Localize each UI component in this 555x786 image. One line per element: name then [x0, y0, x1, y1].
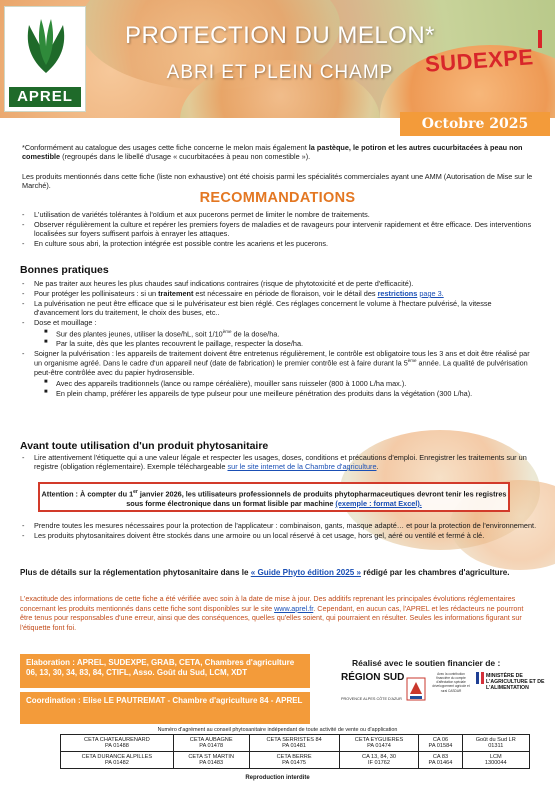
intro-bold-text: la pastèque, le potiron et les autres cucurbitacées à peau non comestible [22, 143, 523, 161]
sudexpe-logo: SUDEXPE [424, 44, 535, 77]
sublist-item: ■ Avec des appareils traditionnels (lance ou rampe céréalière), mouiller sans ruisseler (800 à 1000 L/ha max.). [34, 379, 538, 388]
details-text: rédigé par les chambres d'agriculture. [360, 568, 510, 577]
elaboration-box: Elaboration : APREL, SUDEXPE, GRAB, CETA, Chambres d'agriculture 06, 13, 30, 34, 83, 84, CTIFL, Asso. Goût du Sud, LCM, XDT [20, 654, 310, 688]
item-text: année. La qualité de pulvérisation peut-être contrôlée avec du papier hydrosensible. [34, 358, 528, 377]
table-cell [419, 752, 462, 769]
table-cell [249, 735, 339, 752]
sudexpe-logo-mark [538, 30, 542, 48]
cell-name: CETA DURANCE ALPILLES [81, 753, 153, 760]
table-cell [249, 752, 339, 769]
french-flag-icon [476, 672, 484, 706]
table-cell [173, 735, 249, 752]
restrictions-link[interactable]: restrictions [377, 289, 418, 298]
page-title: PROTECTION DU MELON* [124, 22, 436, 49]
cell-name: CETA CHATEAURENARD [84, 736, 150, 743]
dose-sublist [34, 329, 538, 348]
item-text: Pour protéger les pollinisateurs : si un [34, 289, 159, 298]
intro-text: (regroupés dans le libellé d'usage « cucurbitacées à peau non comestible »). [60, 152, 311, 161]
cell-code: PA 01475 [282, 760, 307, 766]
list-item: - Les produits phytosanitaires doivent être stockés dans une armoire ou un local réservé à cet usage, hors gel, aéré ou ventilé et fermé à clé. [20, 531, 538, 540]
phyto-list-continued [20, 521, 538, 541]
item-text: de la dose/ha. [231, 329, 280, 339]
aprel-website-link[interactable]: www.aprel.fr [274, 603, 314, 613]
item-text: est nécessaire en période de floraison, voir le détail des [193, 289, 378, 298]
notice-text: Attention : À compter du 1 [41, 489, 134, 499]
cell-code: IF 01762 [367, 760, 391, 766]
cell-name: Goût du Sud LR [475, 736, 516, 743]
sublist-item [34, 329, 538, 338]
list-item [20, 318, 538, 348]
logo-text: APREL [9, 87, 81, 107]
recommendations-title: RECOMMANDATIONS [199, 190, 356, 206]
table-cell [419, 735, 462, 752]
aprel-emblem-icon [21, 15, 71, 75]
item-text: Soigner la pulvérisation : les appareils de traitement doivent être entretenus régulièrement, le contrôle est obligatoire tous les 3 ans et doit être réalisé par un organisme agréé. Dans le cadre d'un appareil neuf (date de fabrication) le premier contrôle est à faire durant la 5 [34, 349, 530, 368]
list-item: - Ne pas traiter aux heures les plus chaudes sauf indications contraires (risque de phytotoxicité et de perte d'efficacité). [20, 279, 538, 288]
phyto-list [20, 453, 538, 472]
cell-name: CETA AUBAGNE [189, 736, 233, 743]
partner-logo-icon [406, 676, 426, 706]
cell-code: PA 01478 [199, 743, 224, 749]
list-item: - L'utilisation de variétés tolérantes à l'oïdium et aux pucerons permet de limiter le nombre de traitements. [20, 210, 538, 219]
list-item: - La pulvérisation ne peut être efficace que si le pulvérisateur est bien réglé. Ces réglages concernent le volume à l'hectare pulvérisé, la vitesse d'avancement lors du traitement, le choix des buses, etc.. [20, 299, 538, 317]
spray-sublist [34, 379, 538, 398]
table-cell [61, 735, 174, 752]
notice-sup: er [133, 489, 138, 495]
item-sup: ème [407, 358, 417, 364]
amm-paragraph: Les produits mentionnés dans cette fiche (liste non exhaustive) ont été choisis parmi les spécialités commerciales ayant une AMM (Autorisation de Mise sur le Marché). [22, 172, 533, 190]
agreement-title: Numéro d'agrément au conseil phytosanitaire indépendant de toute activité de vente ou d'application [157, 727, 398, 733]
phyto-section-title: Avant toute utilisation d'un produit phytosanitaire [20, 440, 269, 452]
item-text: Dose et mouillage : [34, 318, 97, 327]
item-text: . [376, 462, 379, 471]
good-practices-title: Bonnes pratiques [20, 264, 109, 276]
regulation-details [20, 568, 540, 579]
page-subtitle: ABRI ET PLEIN CHAMP [166, 62, 394, 83]
table-cell [61, 752, 174, 769]
cell-code: 1300044 [484, 760, 507, 766]
table-cell [339, 735, 419, 752]
recommendations-list [20, 210, 538, 249]
date-badge: Octobre 2025 [400, 112, 550, 136]
table-cell [339, 752, 419, 769]
cell-code: PA 01488 [104, 743, 129, 749]
excel-example-link[interactable]: (exemple : format Excel). [335, 498, 422, 508]
footer-note: Reproduction interdite [245, 775, 310, 781]
region-sud-logo: RÉGION SUD [341, 672, 405, 683]
chamber-website-link[interactable]: sur le site internet de la Chambre d'agriculture [227, 462, 377, 471]
list-item: - Observer régulièrement la culture et repérer les premiers foyers de maladies et de ravageurs pour intervenir rapidement et être efficace. Des interventions localisées sur foyers suffisent parfois à enrayer les attaques. [20, 220, 538, 238]
cell-name: CA 13, 84, 30 [362, 753, 396, 760]
table-cell [173, 752, 249, 769]
cell-code: PA 01481 [282, 743, 307, 749]
intro-text: *Conformément au catalogue des usages cette fiche concerne le melon mais également [22, 143, 309, 152]
sublist-item: ■ Par la suite, dès que les plantes recouvrent le paillage, respecter la dose/ha. [34, 339, 538, 348]
cell-name: CETA BERRE [276, 753, 312, 760]
table-row [61, 752, 530, 769]
list-item: - Prendre toutes les mesures nécessaires pour la protection de l'applicateur : combinaison, gants, masque adapté… et pour la protection de l'environnement. [20, 521, 538, 530]
item-text: Lire attentivement l'étiquette qui a une valeur légale et respecter les usages, doses, conditions et précautions d'emploi. Enregistrer les traitements sur un registre (obligation réglementaire). Exemple téléchargeable [34, 453, 527, 471]
attention-notice [38, 482, 510, 512]
region-sud-subtitle: PROVENCE ALPES CÔTE D'AZUR [341, 697, 402, 701]
aprel-logo [4, 6, 86, 112]
cell-name: CETA EYGUIERES [354, 736, 404, 743]
coordination-box: Coordination : Elise LE PAUTREMAT - Chambre d'agriculture 84 - APREL [20, 692, 310, 724]
cell-code: PA 01483 [199, 760, 224, 766]
list-item [20, 289, 538, 298]
cell-code: PA 01482 [104, 760, 129, 766]
cell-code: PA 01584 [428, 743, 453, 749]
intro-paragraph [22, 143, 542, 161]
ministry-name: MINISTÈRE DE L'AGRICULTURE ET DE L'ALIMENTATION [486, 673, 545, 691]
details-text: Plus de détails sur la réglementation phytosanitaire dans le [20, 568, 251, 577]
agreement-table [60, 734, 530, 769]
cell-code: PA 01474 [367, 743, 391, 749]
item-bold-text: traitement [158, 289, 194, 298]
cell-name: LCM [489, 753, 502, 760]
cell-name: CETA ST MARTIN [188, 753, 235, 760]
page-3-link[interactable]: page 3. [419, 289, 444, 298]
table-cell [462, 735, 529, 752]
cell-code: PA 01464 [428, 760, 453, 766]
disclaimer [20, 594, 535, 632]
item-text: Sur des plantes jeunes, utiliser la dose/hL, soit 1/10 [56, 329, 223, 339]
cell-name: CETA SERRISTES 84 [266, 736, 322, 743]
list-item: - En culture sous abri, la protection intégrée est possible contre les acariens et les pucerons. [20, 239, 538, 248]
cell-code: 01311 [488, 743, 504, 749]
table-row [61, 735, 530, 752]
cell-name: CA 06 [432, 736, 449, 743]
good-practices-list [20, 279, 538, 399]
item-sup: ème [222, 329, 232, 334]
list-item [20, 349, 538, 397]
disclaimer-text: L'exactitude des informations de cette fiche a été vérifiée avec soin à la date de mise à jour. Des additifs reprenant les principales évolutions réglementaires concernant les produits mentionnés dans cette fiche sont disponibles sur le site [20, 594, 516, 613]
notice-text: janvier 2026, les utilisateurs professionnels de produits phytopharmaceutiques devront tenir les registres sous forme électronique dans un format lisible par machine [126, 489, 507, 508]
guide-phyto-link[interactable]: « Guide Phyto édition 2025 » [250, 568, 361, 577]
cell-name: CA 83 [432, 753, 449, 760]
sublist-item: ■ En plein champ, préférer les appareils de type pulseur pour une meilleure pénétration des produits dans la végétation (300 L/ha). [34, 389, 538, 398]
table-cell [462, 752, 529, 769]
header-banner [0, 0, 555, 118]
list-item [20, 453, 538, 471]
funding-title: Réalisé avec le soutien financier de : [352, 658, 501, 668]
casdar-text: Avec la contribution financière du compte d'affectation spéciale développement agricole et rural CASDAR [432, 672, 470, 693]
disclaimer-text: . Cependant, en aucun cas, l'APREL et les rédacteurs ne pourront être tenus pour responsables d'une erreur, ainsi que des conséquences, quelles qu'elles soient, qui pourraient en résulter. Seules les informations figurant sur l'étiquette font foi. [20, 603, 524, 632]
